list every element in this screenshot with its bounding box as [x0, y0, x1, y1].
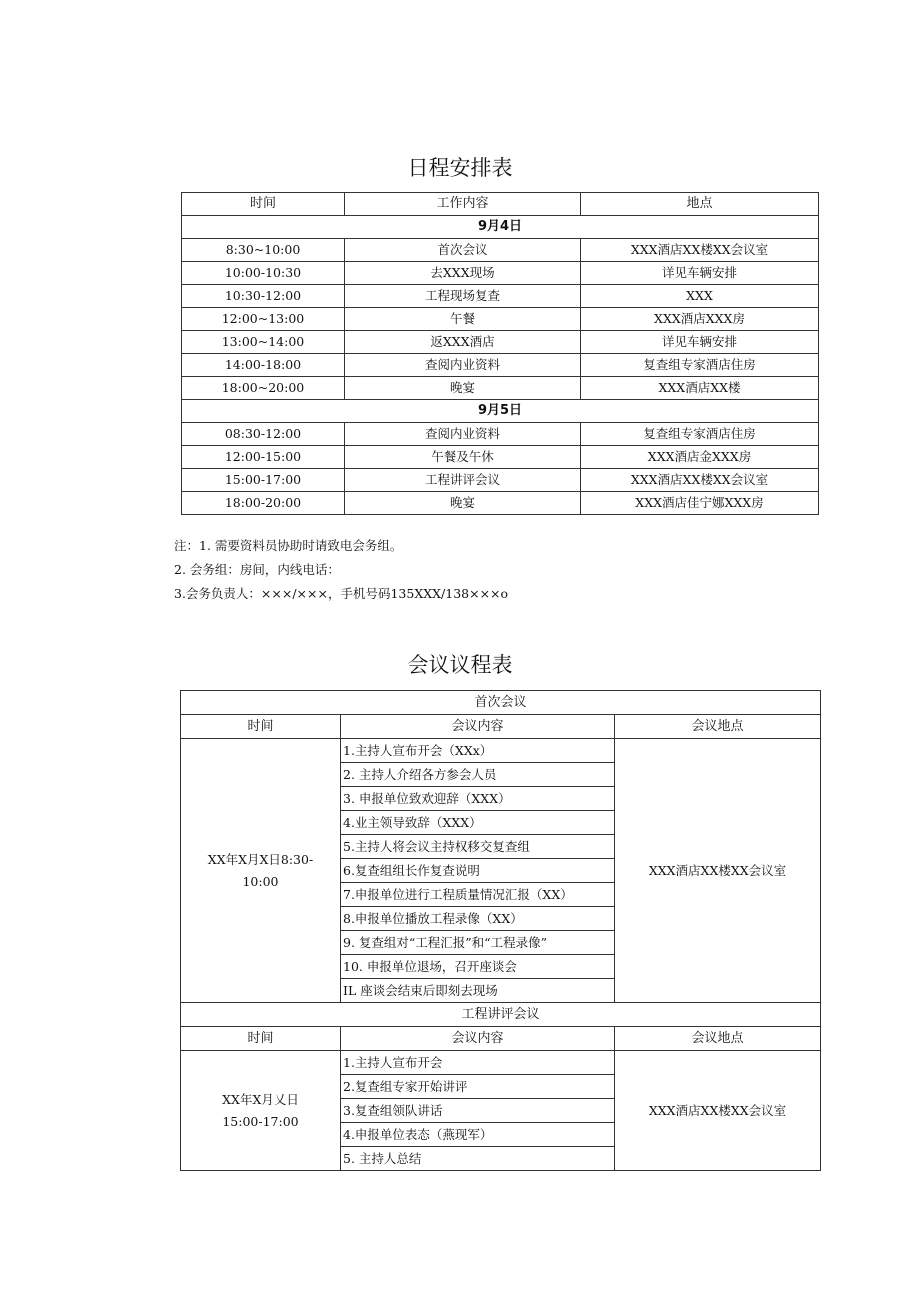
time-cell: 14:00-18:00 [182, 354, 345, 377]
time-cell: 18:00-20:00 [182, 492, 345, 515]
place-cell: 详见车辆安排 [581, 262, 819, 285]
meeting-name-row [181, 1003, 821, 1027]
header-place: 地点 [581, 193, 819, 216]
header-place: 会议地点 [615, 715, 821, 739]
place-cell: XXX酒店XX楼XX会议室 [581, 469, 819, 492]
agenda-item: IL 座谈会结束后即刻去现场 [341, 979, 615, 1003]
time-cell: 12:00-15:00 [182, 446, 345, 469]
agenda-row [181, 739, 821, 763]
place-cell: XXX酒店XXX房 [581, 308, 819, 331]
task-cell: 首次会议 [345, 239, 581, 262]
time-cell: 10:30-12:00 [182, 285, 345, 308]
table-row [182, 331, 819, 354]
day-label: 9月5日 [182, 400, 819, 423]
task-cell: 晚宴 [345, 377, 581, 400]
agenda-item: 1.主持人宣布开会 [341, 1051, 615, 1075]
time-cell: 13:00~14:00 [182, 331, 345, 354]
header-time: 时间 [182, 193, 345, 216]
agenda-item: 3.复查组领队讲话 [341, 1099, 615, 1123]
time-cell: 8:30~10:00 [182, 239, 345, 262]
table-row [182, 469, 819, 492]
schedule-table [181, 192, 819, 515]
table-row [182, 285, 819, 308]
agenda-item: 1.主持人宣布开会（XXx） [341, 739, 615, 763]
place-cell: XXX酒店XX楼XX会议室 [581, 239, 819, 262]
meeting-time-line: XX年X月乂日 [222, 1091, 299, 1107]
table-row [182, 492, 819, 515]
agenda-item: 5.主持人将会议主持权移交复查组 [341, 835, 615, 859]
agenda-item: 10. 申报单位退场，召开座谈会 [341, 955, 615, 979]
meeting-name: 工程讲评会议 [181, 1003, 821, 1027]
meeting-place-cell: XXX酒店XX楼XX会议室 [615, 739, 821, 1003]
place-cell: XXX酒店XX楼 [581, 377, 819, 400]
task-cell: 查阅内业资料 [345, 423, 581, 446]
meeting-time-cell [181, 739, 341, 1003]
header-time: 时间 [181, 1027, 341, 1051]
day-label: 9月4日 [182, 216, 819, 239]
meeting-time-line: XX年X月X日8:30- [207, 851, 314, 867]
agenda-header-row [181, 1027, 821, 1051]
task-cell: 工程讲评会议 [345, 469, 581, 492]
time-cell: 15:00-17:00 [182, 469, 345, 492]
table-row [182, 262, 819, 285]
schedule-header-row [182, 193, 819, 216]
note-line: 3.会务负责人：×××/×××，手机号码135XXX/138×××o [174, 586, 509, 601]
header-time: 时间 [181, 715, 341, 739]
note-line: 2. 会务组：房间，内线电话： [174, 562, 340, 577]
place-cell: XXX酒店佳宁娜XXX房 [581, 492, 819, 515]
time-cell: 08:30-12:00 [182, 423, 345, 446]
agenda-table [180, 690, 821, 1171]
day-row [182, 400, 819, 423]
task-cell: 工程现场复查 [345, 285, 581, 308]
table-row [182, 377, 819, 400]
meeting-time-cell [181, 1051, 341, 1171]
meeting-time-line: 15:00-17:00 [222, 1113, 299, 1129]
agenda-item: 2. 主持人介绍各方参会人员 [341, 763, 615, 787]
table-row [182, 239, 819, 262]
place-cell: 复查组专家酒店住房 [581, 423, 819, 446]
time-cell: 10:00-10:30 [182, 262, 345, 285]
meeting-place-cell: XXX酒店XX楼XX会议室 [615, 1051, 821, 1171]
agenda-item: 6.复查组组长作复查说明 [341, 859, 615, 883]
agenda-item: 3. 申报单位致欢迎辞（XXX） [341, 787, 615, 811]
place-cell: XXX [581, 285, 819, 308]
agenda-item: 8.申报单位播放工程录像（XX） [341, 907, 615, 931]
note-line: 注：1. 需要资料员协助时请致电会务组。 [174, 538, 403, 553]
task-cell: 查阅内业资料 [345, 354, 581, 377]
meeting-name: 首次会议 [181, 691, 821, 715]
agenda-item: 5. 主持人总结 [341, 1147, 615, 1171]
agenda-item: 4.申报单位表态（燕现军） [341, 1123, 615, 1147]
day-row [182, 216, 819, 239]
place-cell: 复查组专家酒店住房 [581, 354, 819, 377]
agenda-item: 2.复查组专家开始讲评 [341, 1075, 615, 1099]
place-cell: 详见车辆安排 [581, 331, 819, 354]
agenda-item: 7.申报单位进行工程质量情况汇报（XX） [341, 883, 615, 907]
header-task: 工作内容 [345, 193, 581, 216]
task-cell: 返XXX酒店 [345, 331, 581, 354]
agenda-item: 9. 复查组对“工程汇报”和“工程录像” [341, 931, 615, 955]
agenda-item: 4.业主领导致辞（XXX） [341, 811, 615, 835]
task-cell: 去XXX现场 [345, 262, 581, 285]
meeting-name-row [181, 691, 821, 715]
table-row [182, 446, 819, 469]
time-cell: 12:00~13:00 [182, 308, 345, 331]
table-row [182, 354, 819, 377]
schedule-title: 日程安排表 [407, 156, 513, 180]
meeting-time-line: 10:00 [242, 873, 279, 889]
header-content: 会议内容 [341, 1027, 615, 1051]
task-cell: 晚宴 [345, 492, 581, 515]
place-cell: XXX酒店金XXX房 [581, 446, 819, 469]
agenda-row [181, 1051, 821, 1075]
header-content: 会议内容 [341, 715, 615, 739]
table-row [182, 308, 819, 331]
time-cell: 18:00~20:00 [182, 377, 345, 400]
header-place: 会议地点 [615, 1027, 821, 1051]
agenda-header-row [181, 715, 821, 739]
notes-block [174, 534, 508, 606]
table-row [182, 423, 819, 446]
task-cell: 午餐 [345, 308, 581, 331]
task-cell: 午餐及午休 [345, 446, 581, 469]
agenda-title: 会议议程表 [407, 653, 513, 677]
